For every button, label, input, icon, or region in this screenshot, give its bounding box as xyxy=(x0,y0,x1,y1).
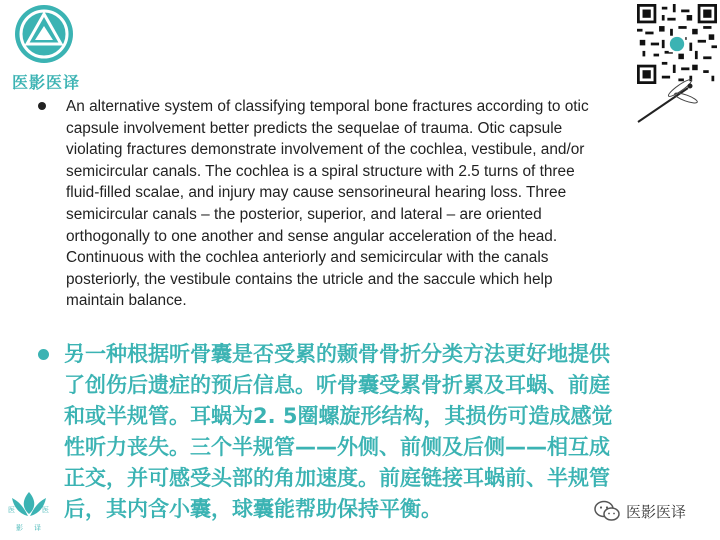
svg-text:译: 译 xyxy=(34,524,41,532)
qr-code-icon xyxy=(637,4,717,84)
brand-logo-text: 医影医译 xyxy=(12,73,81,92)
english-paragraph: An alternative system of classifying temporal bone fractures according to otic capsule involvement better predicts the sequelae of trauma. Otic capsule violating fractures demonstrate involvement of the cochlea, vestibule, and/or semicircular canals. The cochlea is a spiral structure with 2.5 turns of three fluid-filled scalae, and injury may cause sensorineural hearing loss. Three semicircular canals – the posterior, superior, and lateral – are oriented orthogonally to one another and sense angular acceleration of the head. Continuous with the cochlea anteriorly and semicircular with the canals posteriorly, the vestibule contains the utricle and the saccule which help maintain balance. xyxy=(66,98,589,310)
brand-logo xyxy=(6,4,84,92)
bottom-brand-logo-icon xyxy=(2,486,56,538)
bullet-dot-chinese xyxy=(38,349,49,360)
svg-text:医: 医 xyxy=(8,506,15,514)
wechat-account-label: 医影医译 xyxy=(626,502,687,521)
brand-logo-icon xyxy=(14,4,74,64)
chinese-paragraph: 另一种根据听骨囊是否受累的颞骨骨折分类方法更好地提供 了创伤后遗症的预后信息。听骨囊受累骨折累及耳蜗、前庭 和或半规管。耳蜗为2. 5圈螺旋形结构，其损伤可造成感觉 性听力丧失。三个半规管——外侧、前侧及后侧——相互成 正交，并可感受头部的角加速度。前庭链接耳蜗前、半规管 后，其内含小囊，球囊能帮助保持平衡。 xyxy=(64,342,613,521)
wechat-watermark xyxy=(594,497,686,525)
wechat-icon xyxy=(594,500,620,522)
svg-text:影: 影 xyxy=(16,524,23,532)
svg-text:医: 医 xyxy=(42,506,49,514)
bullet-dot-english xyxy=(38,102,46,110)
